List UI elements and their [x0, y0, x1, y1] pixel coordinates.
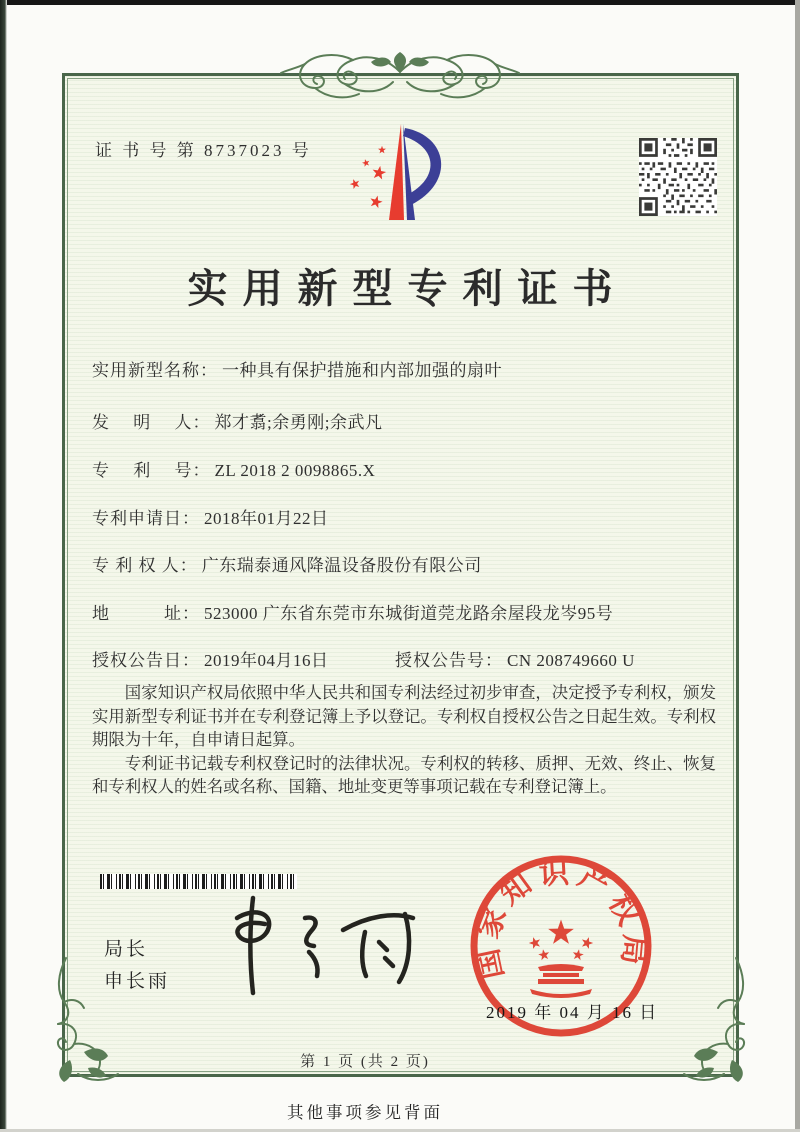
officer-title: 局长 — [104, 939, 149, 960]
field-row-inventors — [92, 408, 382, 433]
field-label: 地 址： — [92, 604, 200, 623]
field-value: 523000 广东省东莞市东城街道莞龙路余屋段龙岑95号 — [204, 604, 614, 623]
border-top-ornament-icon — [275, 46, 525, 102]
field-label: 专利申请日： — [92, 509, 200, 528]
svg-text:国家知识产权局 — [470, 856, 651, 982]
seal-date: 2019 年 04 月 16 日 — [486, 1003, 659, 1022]
cnipa-logo-icon — [342, 116, 464, 233]
field-row-filing-date — [92, 504, 329, 529]
seal-national-emblem-icon — [527, 920, 594, 999]
seal-text: 国家知识产权局 — [470, 856, 652, 982]
grant-number-label: 授权公告号： — [395, 651, 503, 670]
border-corner-ornament-right-icon — [680, 956, 758, 1086]
scan-edge-top — [0, 0, 800, 5]
field-value: 2018年01月22日 — [204, 509, 329, 528]
field-value: ZL 2018 2 0098865.X — [214, 461, 376, 480]
field-row-address — [92, 599, 613, 624]
page-number: 第 1 页 (共 2 页) — [300, 1054, 430, 1070]
grant-date-label: 授权公告日： — [92, 651, 200, 670]
legal-paragraph-2: 专利证书记载专利权登记时的法律状况。专利权的转移、质押、无效、终止、恢复和专利权人的姓名或名称、国籍、地址变更等事项记载在专利登记簿上。 — [92, 753, 716, 797]
grant-number-value: CN 208749660 U — [507, 651, 635, 670]
field-row-patent-number — [92, 456, 375, 481]
field-label: 发 明 人： — [92, 413, 211, 432]
director-signature — [213, 888, 418, 1003]
field-value: 一种具有保护措施和内部加强的扇叶 — [222, 361, 502, 380]
scan-edge-right — [795, 0, 800, 1132]
officer-name: 申长雨 — [104, 971, 171, 992]
field-label: 专 利 权 人： — [92, 556, 198, 575]
field-value: 广东瑞泰通风降温设备股份有限公司 — [201, 556, 482, 575]
field-label: 实用新型名称： — [92, 361, 218, 380]
border-corner-ornament-left-icon — [44, 956, 122, 1086]
barcode — [100, 874, 297, 889]
legal-text — [92, 681, 716, 799]
field-row-name — [92, 356, 502, 381]
legal-paragraph-1: 国家知识产权局依照中华人民共和国专利法经过初步审查，决定授予专利权，颁发实用新型专利证书并在专利登记簿上予以登记。专利权自授权公告之日起生效。专利权期限为十年，自申请日起算。 — [92, 683, 716, 750]
certificate-number: 证 书 号 第 8737023 号 — [95, 141, 312, 160]
scan-edge-left — [0, 0, 7, 1132]
back-side-note: 其他事项参见背面 — [287, 1103, 443, 1122]
field-value: 郑才翥;余勇刚;余武凡 — [214, 413, 383, 432]
field-row-patentee — [92, 551, 482, 576]
certificate-title: 实用新型专利证书 — [187, 266, 628, 311]
qr-code — [639, 138, 717, 216]
grant-date-value: 2019年04月16日 — [204, 651, 329, 670]
field-label: 专 利 号： — [92, 461, 211, 480]
field-row-grant — [92, 646, 635, 671]
